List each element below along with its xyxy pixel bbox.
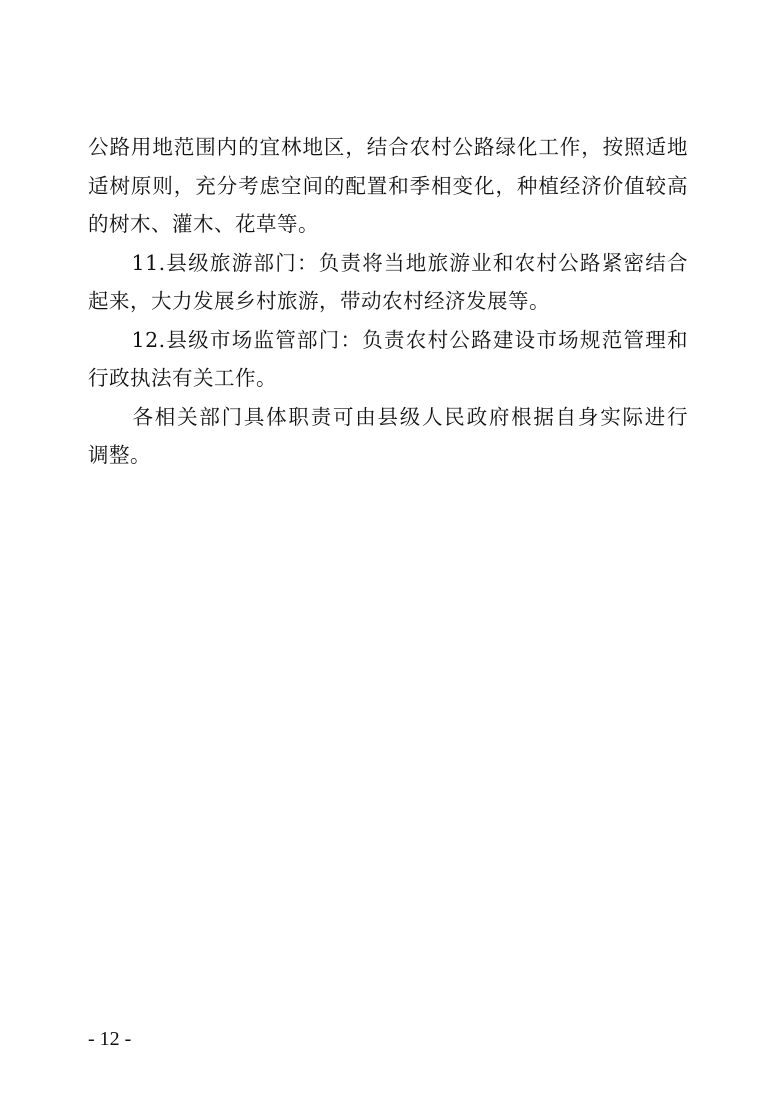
item-11-line: 11.县级旅游部门：负责将当地旅游业和农村公路紧密结合 (88, 250, 688, 275)
document-body (88, 128, 688, 475)
text-line: 调整。 (88, 443, 151, 467)
closing-paragraph-line: 各相关部门具体职责可由县级人民政府根据自身实际进行 (88, 404, 688, 429)
text-line: 适树原则，充分考虑空间的配置和季相变化，种植经济价值较高 (88, 173, 688, 198)
item-12-line: 12.县级市场监管部门：负责农村公路建设市场规范管理和 (88, 327, 688, 352)
text-line: 起来，大力发展乡村旅游，带动农村经济发展等。 (88, 289, 550, 313)
text-line: 行政执法有关工作。 (88, 366, 277, 390)
page-number: - 12 - (88, 1028, 132, 1050)
text-line: 的树木、灌木、花草等。 (88, 212, 319, 236)
text-line: 公路用地范围内的宜林地区，结合农村公路绿化工作，按照适地 (88, 135, 688, 159)
